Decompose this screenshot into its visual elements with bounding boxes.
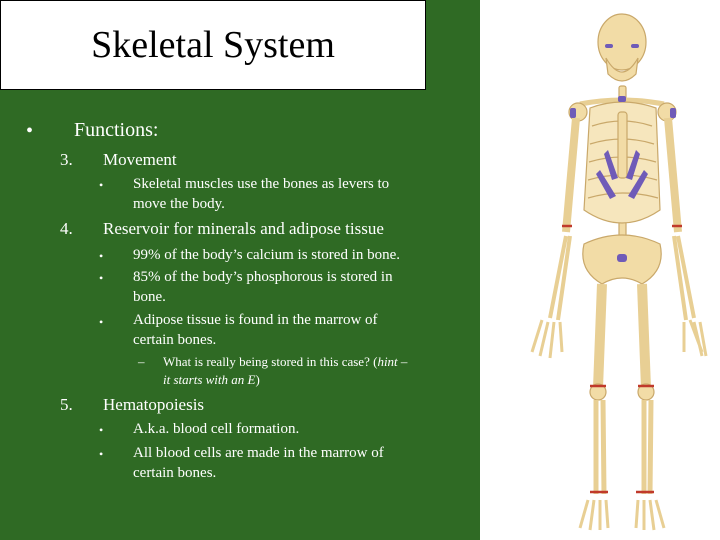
section-heading-movement: Movement (103, 150, 177, 169)
list-bullet: • (99, 271, 104, 285)
section-heading-hematopoiesis: Hematopoiesis (103, 395, 205, 414)
list-bullet: • (99, 447, 104, 461)
bullet-text-line: 99% of the body’s calcium is stored in bone. (133, 247, 401, 263)
section-number-3: 3. (60, 150, 73, 169)
section-number-4: 4. (60, 219, 73, 238)
functions-label: Functions: (74, 119, 159, 141)
list-bullet: • (99, 423, 104, 437)
bullet-text-line: Adipose tissue is found in the marrow of (133, 312, 378, 328)
skeleton-figure-panel (480, 0, 720, 540)
title-box (0, 0, 426, 90)
list-bullet: • (99, 315, 104, 329)
sub-bullet-line-2 (163, 371, 260, 389)
bullet-text-line: Skeletal muscles use the bones as levers to (133, 176, 390, 192)
bullet-text-line: A.k.a. blood cell formation. (133, 421, 300, 437)
human-skeleton-icon (480, 0, 720, 540)
list-bullet: • (99, 249, 104, 263)
bullet-text-line: move the body. (133, 196, 225, 212)
section-number-5: 5. (60, 395, 73, 414)
bullet-text-line: certain bones. (133, 465, 217, 481)
bullet-text-line: All blood cells are made in the marrow of (133, 445, 384, 461)
sub-bullet-line-1 (163, 353, 407, 371)
sub-bullet-text: What is really being stored in this case? ( (163, 354, 378, 369)
section-heading-reservoir: Reservoir for minerals and adipose tissue (103, 219, 384, 238)
list-bullet: • (99, 178, 104, 192)
bullet-text-line: 85% of the body’s phosphorous is stored in (133, 269, 393, 285)
sub-bullet-hint-cont: it starts with an E (163, 372, 256, 387)
sub-bullet-hint: hint – (377, 354, 408, 369)
bullet-text-line: certain bones. (133, 332, 217, 348)
slide-title: Skeletal System (91, 24, 335, 66)
bullet-text-line: bone. (133, 289, 166, 305)
top-bullet: • (26, 120, 34, 142)
sub-bullet-close: ) (255, 372, 260, 387)
sub-bullet-dash: – (138, 354, 145, 369)
